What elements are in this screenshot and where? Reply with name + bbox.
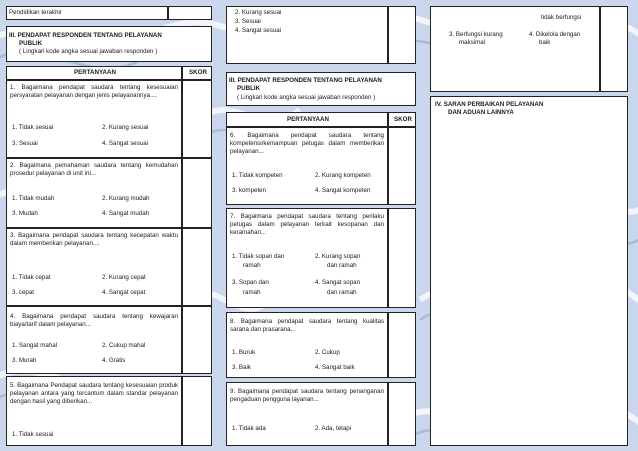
section-title-2-cont: PUBLIK [237, 85, 261, 92]
q6-option-3[interactable]: 3. kompeten [232, 187, 267, 194]
q9-continued-score[interactable] [600, 6, 628, 92]
q4-score-cell[interactable] [182, 306, 212, 374]
q9-option-3-cont: maksimal [459, 39, 486, 46]
q9-option-3[interactable]: 3. Berfungsi kurang [449, 31, 503, 38]
q5-continued-score[interactable] [388, 6, 416, 64]
question-7 [226, 208, 388, 308]
q1-option-3[interactable]: 3. Sesuai [12, 140, 38, 147]
question-6-text: 6. Bagaimana pendapat saudara tentang kompetensi/kemampuan petugas dalam memberikan pelayanan... [230, 132, 384, 155]
q9-option-4-cont: baik [539, 39, 551, 46]
q2-option-2[interactable]: 2. Kurang mudah [102, 195, 150, 202]
q7-option-4-cont: dan ramah [327, 289, 357, 296]
question-9-text: 9. Bagaimana pendapat saudara tentang penanganan pengaduan pengguna layanan... [230, 388, 384, 403]
q1-option-4[interactable]: 4. Sangat sesuai [102, 140, 149, 147]
q7-option-3-cont: ramah [243, 289, 261, 296]
q8-option-4[interactable]: 4. Sangat baik [315, 364, 355, 371]
q7-option-1-cont: ramah [243, 262, 261, 269]
skor-heading-2: SKOR [394, 116, 412, 123]
section-title-2: III. PENDAPAT RESPONDEN TENTANG PELAYANAN [229, 77, 382, 84]
pendidikan-label: Pendidikan terakhir [9, 9, 62, 16]
q5-score-cell[interactable] [182, 376, 212, 446]
question-7-text: 7. Bagaimana pendapat saudara tentang perilaku petugas dalam pelayanan terkait kesopanan dan keramahan... [230, 213, 384, 236]
q3-option-1[interactable]: 1. Tidak cepat [12, 274, 51, 281]
q2-option-4[interactable]: 4. Sangat mudah [102, 210, 150, 217]
q8-option-3[interactable]: 3. Baik [232, 364, 251, 371]
q2-score-cell[interactable] [182, 158, 212, 228]
saran-title-cont: DAN ADUAN LAINNYA [448, 109, 514, 116]
q5-option-4[interactable]: 4. Sangat sesuai [235, 27, 282, 34]
q9-option-2-cont: tidak berfungsi [541, 14, 582, 21]
q4-option-4[interactable]: 4. Gratis [102, 357, 126, 364]
q1-option-1[interactable]: 1. Tidak sesuai [12, 124, 54, 131]
q2-option-1[interactable]: 1. Tidak mudah [12, 195, 55, 202]
q5-continued [226, 6, 388, 64]
pertanyaan-heading-2: PERTANYAAN [287, 116, 329, 123]
question-3-text: 3. Bagaimana pendapat saudara tentang kecepatan waktu dalam memberikan pelayanan.... [10, 232, 178, 247]
q7-option-2-cont: dan ramah [327, 262, 357, 269]
q6-option-1[interactable]: 1. Tidak kompeten [232, 172, 283, 179]
section-title: III. PENDAPAT RESPONDEN TENTANG PELAYANAN [9, 32, 162, 39]
q5-option-3[interactable]: 3. Sesuai [235, 18, 261, 25]
q9-option-2[interactable]: 2. Ada, tetapi [315, 425, 352, 432]
col-header-pertanyaan [6, 66, 182, 80]
section-iii-header-2 [226, 72, 416, 106]
section-note: ( Lingkari kode angka sesuai jawaban responden ) [19, 48, 158, 55]
q1-score-cell[interactable] [182, 80, 212, 158]
q5-option-2[interactable]: 2. Kurang sesuai [235, 9, 282, 16]
q5-option-1[interactable]: 1. Tidak sesuai [12, 431, 54, 438]
q6-score-cell[interactable] [388, 127, 416, 205]
question-5-text: 5. Bagaimana Pendapat saudara tentang kesesuaian produk pelayanan antara yang tercantum dalam standar pelayanan dengan hasil yang diberikan... [10, 382, 178, 405]
saran-title: IV. SARAN PERBAIKAN PELAYANAN [435, 101, 544, 108]
q7-score-cell[interactable] [388, 208, 416, 308]
q3-option-3[interactable]: 3. cepat [12, 289, 35, 296]
section-title-cont: PUBLIK [19, 40, 43, 47]
q9-option-1[interactable]: 1. Tidak ada [232, 425, 266, 432]
question-2 [6, 158, 182, 228]
section-iii-header [6, 26, 212, 62]
saran-section[interactable] [430, 96, 628, 446]
question-4 [6, 306, 182, 374]
section-note-2: ( Lingkari kode angka sesuai jawaban responden ) [237, 94, 376, 101]
question-8 [226, 312, 388, 378]
q3-option-2[interactable]: 2. Kurang cepat [102, 274, 146, 281]
q8-option-2[interactable]: 2. Cukup [315, 349, 340, 356]
q9-option-4[interactable]: 4. Dikelola dengan [529, 31, 581, 38]
q6-option-2[interactable]: 2. Kurang kompeten [315, 172, 371, 179]
q8-option-1[interactable]: 1. Buruk [232, 349, 256, 356]
q2-option-3[interactable]: 3. Mudah [12, 210, 38, 217]
question-6 [226, 127, 388, 205]
q4-option-1[interactable]: 1. Sangat mahal [12, 342, 58, 349]
question-1-text: 1. Bagaimana pendapat saudara tentang kesesuaian persyaratan pelayanan dengan jenis pelayanannya.... [10, 84, 178, 99]
q9-score-cell[interactable] [388, 382, 416, 446]
question-4-text: 4. Bagaimana pendapat saudara tentang kewajaran biaya/tarif dalam pelayanan... [10, 313, 178, 328]
q8-score-cell[interactable] [388, 312, 416, 378]
q4-option-2[interactable]: 2. Cukup mahal [102, 342, 146, 349]
col-header-skor [182, 66, 212, 80]
question-8-text: 8. Bagaimana pendapat saudara tentang kualitas sarana dan prasarana... [230, 318, 384, 333]
pertanyaan-heading: PERTANYAAN [74, 69, 116, 76]
q1-option-2[interactable]: 2. Kurang sesuai [102, 124, 149, 131]
q6-option-4[interactable]: 4. Sangat kompeten [315, 187, 371, 194]
q9-continued [430, 6, 600, 92]
q7-option-1[interactable]: 1. Tidak sopan dan [232, 253, 285, 260]
col-header-skor-2 [388, 112, 416, 127]
q3-score-cell[interactable] [182, 228, 212, 306]
pendidikan-score-cell [168, 6, 212, 20]
pendidikan-cell [6, 6, 168, 20]
q7-option-2[interactable]: 2. Kurang sopan [315, 253, 361, 260]
q7-option-3[interactable]: 3. Sopan dan [232, 279, 269, 286]
question-1 [6, 80, 182, 158]
question-3 [6, 228, 182, 306]
q3-option-4[interactable]: 4. Sangat cepat [102, 289, 146, 296]
col-header-pertanyaan-2 [226, 112, 388, 127]
question-9 [226, 382, 388, 446]
question-5 [6, 376, 182, 446]
q4-option-3[interactable]: 3. Murah [12, 357, 37, 364]
skor-heading: SKOR [189, 69, 207, 76]
question-2-text: 2. Bagaimana pemahaman saudara tentang kemudahan prosedur pelayanan di unit ini... [10, 162, 178, 177]
q7-option-4[interactable]: 4. Sangat sopan [315, 279, 361, 286]
